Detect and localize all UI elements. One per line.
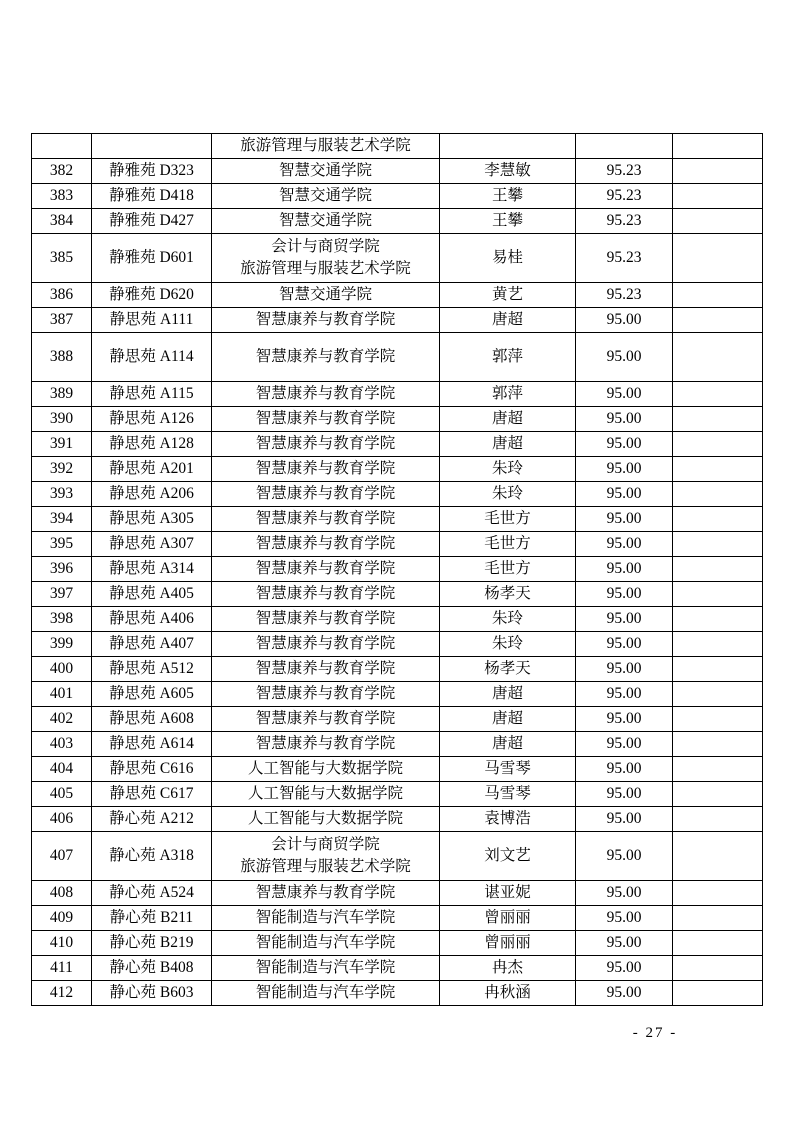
cell-score: 95.00 [576,507,673,532]
cell-score: 95.00 [576,407,673,432]
table-row [32,607,763,632]
cell-college [212,532,440,557]
cell-number: 391 [32,432,92,457]
college-name: 智能制造与汽车学院 [255,909,396,926]
cell-name: 王攀 [440,184,576,209]
cell-number: 395 [32,532,92,557]
cell-number: 411 [32,956,92,981]
cell-college [212,832,440,881]
cell-name: 唐超 [440,682,576,707]
college-name: 智慧康养与教育学院 [255,410,396,427]
cell-room: 静思苑 A608 [92,707,212,732]
cell-room: 静心苑 A524 [92,881,212,906]
cell-college [212,682,440,707]
cell-number: 407 [32,832,92,881]
cell-note [673,234,763,283]
cell-name: 唐超 [440,732,576,757]
cell-note [673,657,763,682]
cell-college [212,457,440,482]
cell-score: 95.00 [576,607,673,632]
college-name: 智慧康养与教育学院 [255,710,396,727]
table-row [32,159,763,184]
cell-room: 静思苑 A305 [92,507,212,532]
cell-note [673,532,763,557]
table-body [32,134,763,1006]
cell-college [212,582,440,607]
cell-number: 406 [32,807,92,832]
cell-score: 95.00 [576,956,673,981]
cell-name: 毛世方 [440,557,576,582]
cell-college [212,732,440,757]
cell-number: 412 [32,981,92,1006]
college-name: 智慧交通学院 [278,286,372,303]
cell-number: 392 [32,457,92,482]
table-row [32,906,763,931]
table-row [32,732,763,757]
cell-number: 399 [32,632,92,657]
cell-note [673,407,763,432]
cell-number: 386 [32,283,92,308]
cell-college [212,707,440,732]
cell-score: 95.00 [576,432,673,457]
cell-number: 397 [32,582,92,607]
cell-room [92,134,212,159]
cell-name: 刘文艺 [440,832,576,881]
cell-score: 95.00 [576,532,673,557]
cell-score: 95.00 [576,807,673,832]
cell-number: 394 [32,507,92,532]
cell-room: 静思苑 A128 [92,432,212,457]
cell-number: 387 [32,308,92,333]
cell-college [212,159,440,184]
cell-note [673,333,763,382]
table-row [32,657,763,682]
cell-college [212,134,440,159]
cell-note [673,209,763,234]
cell-note [673,981,763,1006]
cell-room: 静思苑 A115 [92,382,212,407]
cell-score: 95.00 [576,482,673,507]
table-row [32,382,763,407]
cell-note [673,134,763,159]
cell-name: 唐超 [440,308,576,333]
cell-name: 朱玲 [440,457,576,482]
cell-room: 静思苑 A307 [92,532,212,557]
cell-room: 静思苑 A126 [92,407,212,432]
college-name: 智慧交通学院 [278,187,372,204]
cell-score: 95.00 [576,582,673,607]
cell-number: 393 [32,482,92,507]
cell-score: 95.00 [576,832,673,881]
cell-room: 静思苑 A512 [92,657,212,682]
table-row [32,184,763,209]
cell-note [673,732,763,757]
cell-score: 95.00 [576,931,673,956]
college-name: 人工智能与大数据学院 [247,785,403,802]
table-row [32,308,763,333]
cell-college [212,382,440,407]
table-row [32,832,763,881]
cell-note [673,432,763,457]
college-name: 智慧康养与教育学院 [255,510,396,527]
table-row [32,134,763,159]
cell-note [673,956,763,981]
cell-room: 静雅苑 D323 [92,159,212,184]
dormitory-score-table [31,133,763,1006]
table-row [32,881,763,906]
college-name: 智能制造与汽车学院 [255,959,396,976]
college-name: 智慧康养与教育学院 [255,585,396,602]
cell-number: 410 [32,931,92,956]
cell-score: 95.00 [576,457,673,482]
college-name: 人工智能与大数据学院 [247,810,403,827]
college-name: 智慧康养与教育学院 [255,385,396,402]
table-row [32,532,763,557]
college-name: 智慧康养与教育学院 [255,610,396,627]
cell-score [576,134,673,159]
cell-name: 冉秋涵 [440,981,576,1006]
cell-room: 静思苑 A114 [92,333,212,382]
cell-number: 388 [32,333,92,382]
cell-number: 389 [32,382,92,407]
cell-score: 95.23 [576,209,673,234]
college-name: 会计与商贸学院 [271,836,380,853]
table-row [32,682,763,707]
cell-note [673,382,763,407]
college-name: 智慧康养与教育学院 [255,460,396,477]
cell-name: 朱玲 [440,632,576,657]
cell-note [673,757,763,782]
cell-number: 403 [32,732,92,757]
college-name: 智慧康养与教育学院 [255,685,396,702]
college-name: 智慧康养与教育学院 [255,635,396,652]
cell-note [673,881,763,906]
cell-college [212,308,440,333]
cell-room: 静心苑 B603 [92,981,212,1006]
table-row [32,557,763,582]
table-row [32,234,763,283]
table-row [32,407,763,432]
cell-number: 402 [32,707,92,732]
cell-name: 唐超 [440,707,576,732]
cell-number [32,134,92,159]
cell-number: 398 [32,607,92,632]
cell-number: 382 [32,159,92,184]
cell-number: 396 [32,557,92,582]
college-name: 智慧康养与教育学院 [255,660,396,677]
cell-note [673,283,763,308]
cell-room: 静心苑 A318 [92,832,212,881]
cell-note [673,457,763,482]
cell-room: 静思苑 A111 [92,308,212,333]
cell-room: 静雅苑 D620 [92,283,212,308]
cell-room: 静心苑 A212 [92,807,212,832]
cell-college [212,557,440,582]
table-row [32,432,763,457]
cell-note [673,607,763,632]
cell-number: 405 [32,782,92,807]
cell-name: 杨孝天 [440,582,576,607]
cell-college [212,632,440,657]
cell-number: 409 [32,906,92,931]
college-name: 智慧康养与教育学院 [255,348,396,365]
cell-name: 唐超 [440,407,576,432]
cell-college [212,507,440,532]
cell-note [673,632,763,657]
cell-college [212,657,440,682]
cell-room: 静思苑 A614 [92,732,212,757]
cell-name: 朱玲 [440,482,576,507]
cell-name: 曾丽丽 [440,906,576,931]
cell-name: 马雪琴 [440,757,576,782]
table-row [32,632,763,657]
cell-score: 95.00 [576,782,673,807]
table-row [32,507,763,532]
table-row [32,283,763,308]
cell-note [673,507,763,532]
cell-number: 390 [32,407,92,432]
college-name: 智能制造与汽车学院 [255,984,396,1001]
cell-college [212,283,440,308]
cell-college [212,981,440,1006]
cell-room: 静思苑 A314 [92,557,212,582]
cell-room: 静心苑 B211 [92,906,212,931]
cell-score: 95.23 [576,283,673,308]
cell-name: 毛世方 [440,507,576,532]
college-name: 智慧康养与教育学院 [255,535,396,552]
cell-score: 95.23 [576,159,673,184]
cell-name: 郭萍 [440,382,576,407]
cell-name [440,134,576,159]
college-name: 智慧康养与教育学院 [255,435,396,452]
cell-score: 95.00 [576,707,673,732]
cell-note [673,557,763,582]
cell-score: 95.23 [576,234,673,283]
college-name: 会计与商贸学院 [271,238,380,255]
cell-note [673,707,763,732]
table-row [32,209,763,234]
cell-number: 385 [32,234,92,283]
cell-room: 静思苑 A206 [92,482,212,507]
cell-room: 静思苑 A605 [92,682,212,707]
cell-name: 杨孝天 [440,657,576,682]
college-name: 人工智能与大数据学院 [247,760,403,777]
table-row [32,981,763,1006]
table-row [32,956,763,981]
table-row [32,482,763,507]
cell-score: 95.00 [576,757,673,782]
college-name: 智慧交通学院 [278,212,372,229]
cell-name: 王攀 [440,209,576,234]
cell-college [212,432,440,457]
cell-room: 静思苑 A406 [92,607,212,632]
table-row [32,931,763,956]
cell-note [673,782,763,807]
cell-number: 404 [32,757,92,782]
cell-note [673,807,763,832]
cell-college [212,209,440,234]
cell-note [673,931,763,956]
cell-score: 95.00 [576,632,673,657]
cell-name: 毛世方 [440,532,576,557]
cell-college [212,407,440,432]
cell-college [212,956,440,981]
cell-name: 马雪琴 [440,782,576,807]
cell-room: 静思苑 C616 [92,757,212,782]
cell-number: 408 [32,881,92,906]
cell-room: 静心苑 B408 [92,956,212,981]
cell-number: 383 [32,184,92,209]
cell-name: 冉杰 [440,956,576,981]
cell-note [673,906,763,931]
cell-room: 静雅苑 D418 [92,184,212,209]
cell-room: 静思苑 A201 [92,457,212,482]
table-row [32,333,763,382]
college-name: 智慧康养与教育学院 [255,311,396,328]
cell-number: 384 [32,209,92,234]
cell-note [673,682,763,707]
cell-note [673,482,763,507]
cell-number: 400 [32,657,92,682]
cell-number: 401 [32,682,92,707]
cell-name: 黄艺 [440,283,576,308]
table-row [32,707,763,732]
cell-college [212,906,440,931]
cell-score: 95.00 [576,382,673,407]
college-name: 旅游管理与服装艺术学院 [240,858,411,875]
cell-room: 静雅苑 D601 [92,234,212,283]
cell-name: 袁博浩 [440,807,576,832]
cell-name: 谌亚妮 [440,881,576,906]
cell-room: 静思苑 C617 [92,782,212,807]
college-name: 智慧康养与教育学院 [255,560,396,577]
cell-note [673,184,763,209]
cell-name: 唐超 [440,432,576,457]
college-name: 智慧康养与教育学院 [255,884,396,901]
cell-score: 95.00 [576,732,673,757]
cell-name: 朱玲 [440,607,576,632]
page-number: - 27 - [632,1025,678,1041]
college-name: 智慧交通学院 [278,162,372,179]
cell-name: 易桂 [440,234,576,283]
cell-note [673,308,763,333]
table-row [32,457,763,482]
cell-college [212,184,440,209]
cell-college [212,757,440,782]
cell-college [212,234,440,283]
cell-note [673,832,763,881]
cell-note [673,159,763,184]
cell-college [212,931,440,956]
cell-score: 95.00 [576,881,673,906]
cell-room: 静思苑 A405 [92,582,212,607]
cell-score: 95.00 [576,981,673,1006]
table-row [32,582,763,607]
cell-score: 95.00 [576,333,673,382]
cell-score: 95.23 [576,184,673,209]
college-name: 旅游管理与服装艺术学院 [240,260,411,277]
cell-score: 95.00 [576,906,673,931]
cell-college [212,333,440,382]
table-row [32,757,763,782]
college-name: 智能制造与汽车学院 [255,934,396,951]
cell-college [212,881,440,906]
college-name: 智慧康养与教育学院 [255,735,396,752]
cell-college [212,482,440,507]
cell-name: 李慧敏 [440,159,576,184]
cell-score: 95.00 [576,557,673,582]
table-row [32,782,763,807]
cell-room: 静心苑 B219 [92,931,212,956]
cell-score: 95.00 [576,657,673,682]
cell-room: 静雅苑 D427 [92,209,212,234]
cell-room: 静思苑 A407 [92,632,212,657]
cell-name: 郭萍 [440,333,576,382]
table-row [32,807,763,832]
cell-name: 曾丽丽 [440,931,576,956]
cell-college [212,607,440,632]
college-name: 旅游管理与服装艺术学院 [240,137,411,154]
cell-note [673,582,763,607]
college-name: 智慧康养与教育学院 [255,485,396,502]
cell-college [212,782,440,807]
cell-college [212,807,440,832]
cell-score: 95.00 [576,682,673,707]
cell-score: 95.00 [576,308,673,333]
